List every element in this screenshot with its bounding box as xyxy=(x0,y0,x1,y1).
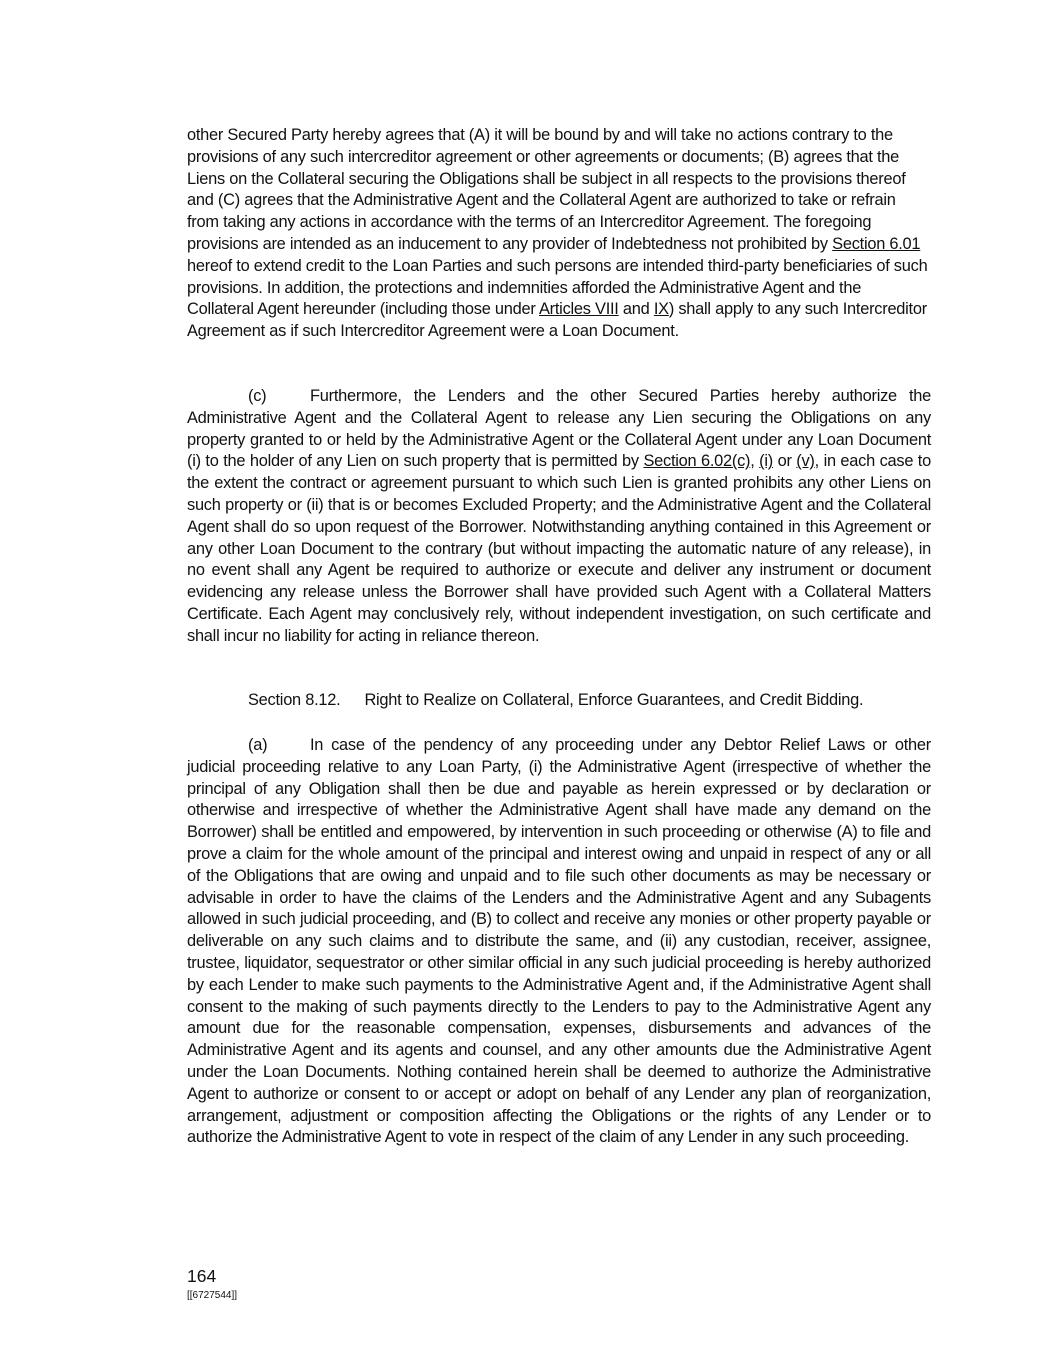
article-reference-link: IX xyxy=(653,300,669,319)
paragraph-b-continued: other Secured Party hereby agrees that (A) it will be bound by and will take no actions contrary to the provisions of any such intercreditor agreement or other agreements or documents; (B) agrees that the Liens on the Collateral securing the Obligations shall be subject in all respects to the provisions thereof and (C) agrees that the Administrative Agent and the Collateral Agent are authorized to take or refrain from taking any actions in accordance with the terms of an Intercreditor Agreement. The foregoing provisions are intended as an inducement to any provider of Indebtedness not prohibited by Section 6.01 hereof to extend credit to the Loan Parties and such persons are intended third-party beneficiaries of such provisions. In addition, the protections and indemnities afforded the Administrative Agent and the Collateral Agent hereunder (including those under Articles VIII and IX) shall apply to any such Intercreditor Agreement as if such Intercreditor Agreement were a Loan Document. xyxy=(187,126,928,341)
section-heading xyxy=(248,691,863,710)
page-number: 164 xyxy=(187,1266,217,1286)
paragraph-c: (c) Furthermore, the Lenders and the other Secured Parties hereby authorize the Administrative Agent and the Collateral Agent to release any Lien securing the Obligations on any property granted to or held by the Administrative Agent or the Collateral Agent under any Loan Document (i) to the holder of any Lien on such property that is permitted by Section 6.02(c), (i) or (v), in each case to the extent the contract or agreement pursuant to which such Lien is granted prohibits any other Liens on such property or (ii) that is or becomes Excluded Property; and the Administrative Agent and the Collateral Agent shall do so upon request of the Borrower. Notwithstanding anything contained in this Agreement or any other Loan Document to the contrary (but without impacting the automatic nature of any release), in no event shall any Agent be required to authorize or execute and deliver any instrument or document evidencing any release unless the Borrower shall have provided such Agent with a Collateral Matters Certificate. Each Agent may conclusively rely, without independent investigation, on such certificate and shall incur no liability for acting in reliance thereon. xyxy=(187,387,931,645)
paragraph-label: (c) xyxy=(248,387,267,405)
section-reference-link: Section 6.01 xyxy=(832,234,921,253)
clause-reference-link: (v) xyxy=(796,452,815,471)
section-reference-link: Section 6.02(c) xyxy=(643,452,751,471)
section-number: Section 8.12. xyxy=(248,691,341,709)
paragraph-label: (a) xyxy=(248,736,268,754)
clause-reference-link: (i) xyxy=(759,452,773,471)
paragraph-a: (a) In case of the pendency of any proceeding under any Debtor Relief Laws or other judicial proceeding relative to any Loan Party, (i) the Administrative Agent (irrespective of whether the principal of any Obligation shall then be due and payable as herein expressed or by declaration or otherwise and irrespective of whether the Administrative Agent shall have made any demand on the Borrower) shall be entitled and empowered, by intervention in such proceeding or otherwise (A) to file and prove a claim for the whole amount of the principal and interest owing and unpaid in respect of any or all of the Obligations that are owing and unpaid and to file such other documents as may be necessary or advisable in order to have the claims of the Lenders and the Administrative Agent and any Subagents allowed in such judicial proceeding, and (B) to collect and receive any monies or other property payable or deliverable on any such claims and to distribute the same, and (ii) any custodian, receiver, assignee, trustee, liquidator, sequestrator or other similar official in any such judicial proceeding is hereby authorized by each Lender to make such payments to the Administrative Agent and, if the Administrative Agent shall consent to the making of such payments directly to the Lenders to pay to the Administrative Agent any amount due for the reasonable compensation, expenses, disbursements and advances of the Administrative Agent and its agents and counsel, and any other amounts due the Administrative Agent under the Loan Documents. Nothing contained herein shall be deemed to authorize the Administrative Agent to authorize or consent to or accept or adopt on behalf of any Lender any plan of reorganization, arrangement, adjustment or composition affecting the Obligations or the rights of any Lender or to authorize the Administrative Agent to vote in respect of the claim of any Lender in any such proceeding. xyxy=(187,736,931,1147)
section-title: Right to Realize on Collateral, Enforce Guarantees, and Credit Bidding. xyxy=(364,691,864,709)
articles-reference-link: Articles VIII xyxy=(538,300,619,319)
document-id: [[6727544]] xyxy=(187,1290,238,1301)
